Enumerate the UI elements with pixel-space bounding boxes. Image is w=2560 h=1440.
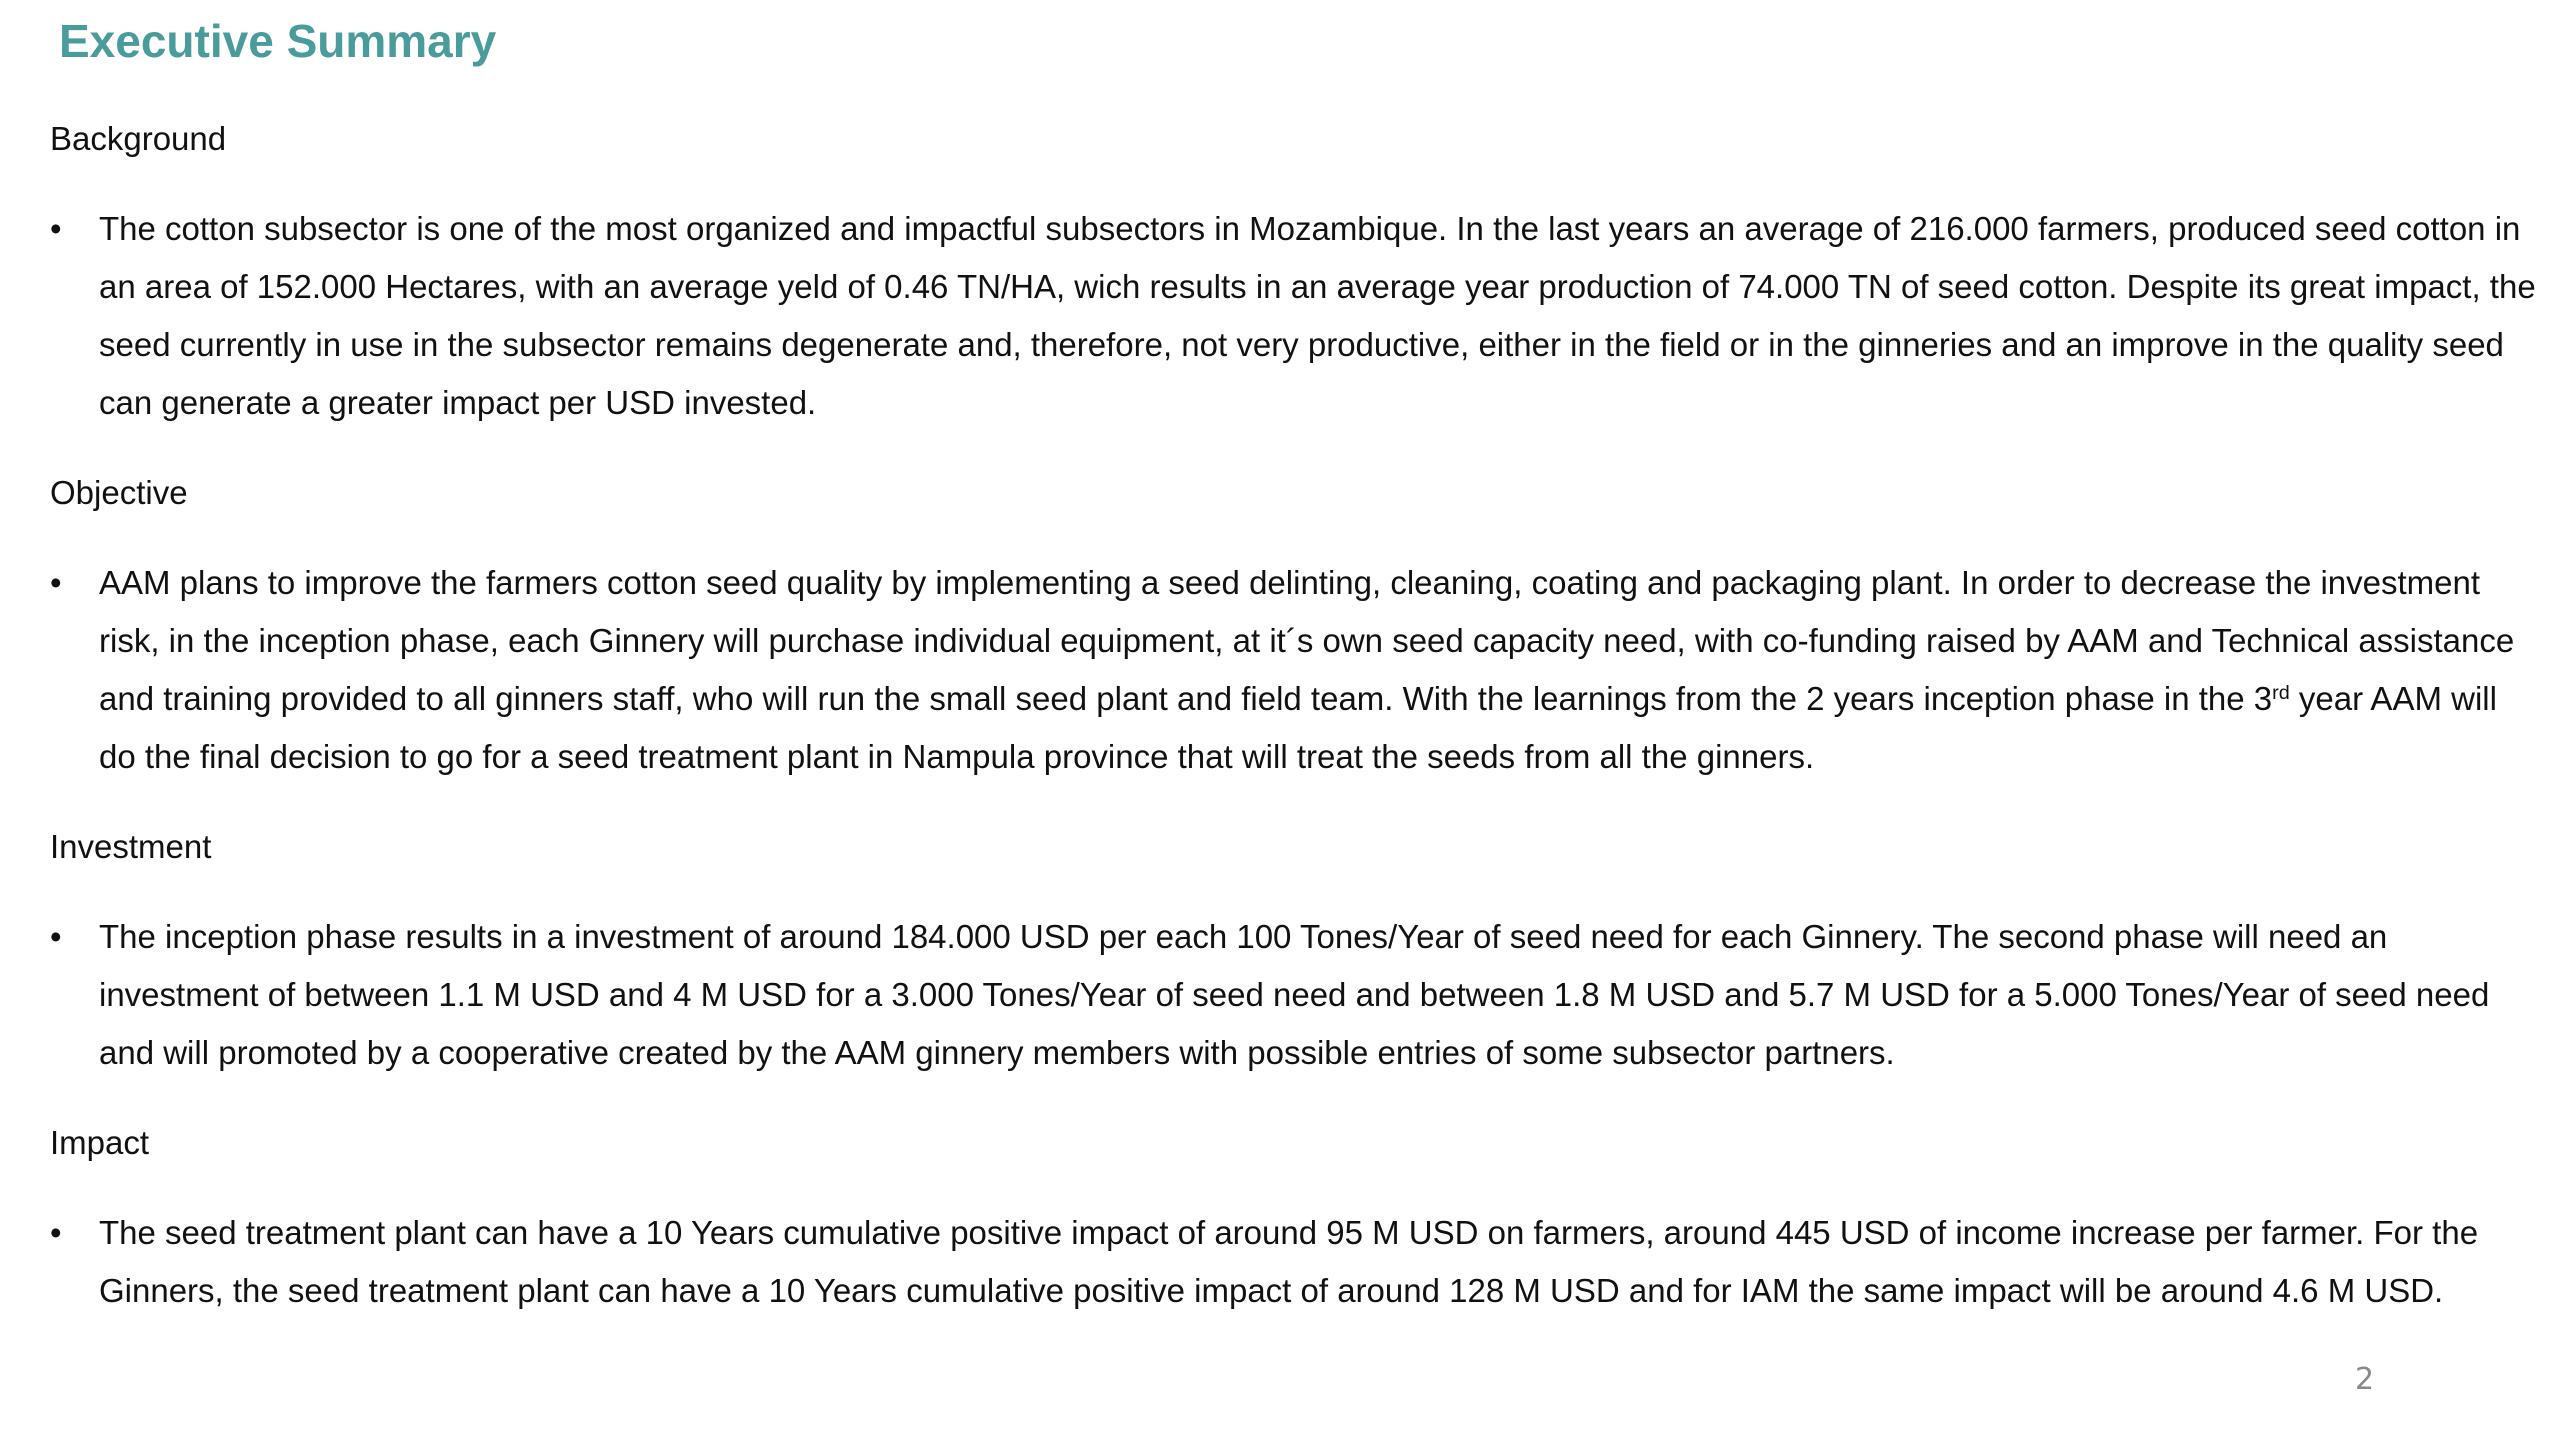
section-heading-background: Background <box>50 120 227 157</box>
objective-text-part-2: year AAM will do the final decision to go for a seed treatment plant in Nampula province that will treat the seeds from all the ginners. <box>99 680 2497 775</box>
bullet-text-background: The cotton subsector is one of the most organized and impactful subsectors in Mozambique. In the last years an average of 216.000 farmers, produced seed cotton in an area of 152.000 Hectares, with an average yeld of 0.46 TN/HA, wich results in an average year production of 74.000 TN of seed cotton. Despite its great impact, the seed currently in use in the subsector remains degenerate and, therefore, not very productive, either in the field or in the ginneries and an improve in the quality seed can generate a greater impact per USD invested. <box>99 210 2536 421</box>
objective-text-part-1: AAM plans to improve the farmers cotton seed quality by implementing a seed delinting, cleaning, coating and packaging plant. In order to decrease the investment risk, in the inception phase, each Ginnery will purchase individual equipment, at it´s own seed capacity need, with co-funding raised by AAM and Technical assistance and training provided to all ginners staff, who will run the small seed plant and field team. With the learnings from the 2 years inception phase in the 3 <box>99 564 2515 717</box>
summary-content <box>50 110 2540 1352</box>
bullet-objective <box>50 554 2540 786</box>
section-heading-investment: Investment <box>50 828 212 865</box>
bullet-dot-icon: • <box>50 564 62 601</box>
bullet-dot-icon: • <box>50 210 62 247</box>
section-impact <box>50 1114 2540 1320</box>
bullet-text-objective <box>99 554 2540 786</box>
page-number: 2 <box>2355 1362 2375 1397</box>
section-investment <box>50 818 2540 1082</box>
bullet-text-impact: The seed treatment plant can have a 10 Years cumulative positive impact of around 95 M USD on farmers, around 445 USD of income increase per farmer. For the Ginners, the seed treatment plant can have a 10 Years cumulative positive impact of around 128 M USD and for IAM the same impact will be around 4.6 M USD. <box>99 1214 2479 1309</box>
bullet-dot-icon: • <box>50 1214 62 1251</box>
section-heading-objective: Objective <box>50 474 188 511</box>
bullet-impact <box>50 1204 2540 1320</box>
bullet-text-investment: The inception phase results in a investment of around 184.000 USD per each 100 Tones/Year of seed need for each Ginnery. The second phase will need an investment of between 1.1 M USD and 4 M USD for a 3.000 Tones/Year of seed need and between 1.8 M USD and 5.7 M USD for a 5.000 Tones/Year of seed need and will promoted by a cooperative created by the AAM ginnery members with possible entries of some subsector partners. <box>99 918 2490 1071</box>
bullet-investment <box>50 908 2540 1082</box>
bullet-background <box>50 200 2540 432</box>
section-background <box>50 110 2540 432</box>
bullet-dot-icon: • <box>50 918 62 955</box>
ordinal-superscript: rd <box>2272 682 2290 705</box>
page-title: Executive Summary <box>59 15 497 67</box>
section-heading-impact: Impact <box>50 1124 150 1161</box>
section-objective <box>50 464 2540 786</box>
